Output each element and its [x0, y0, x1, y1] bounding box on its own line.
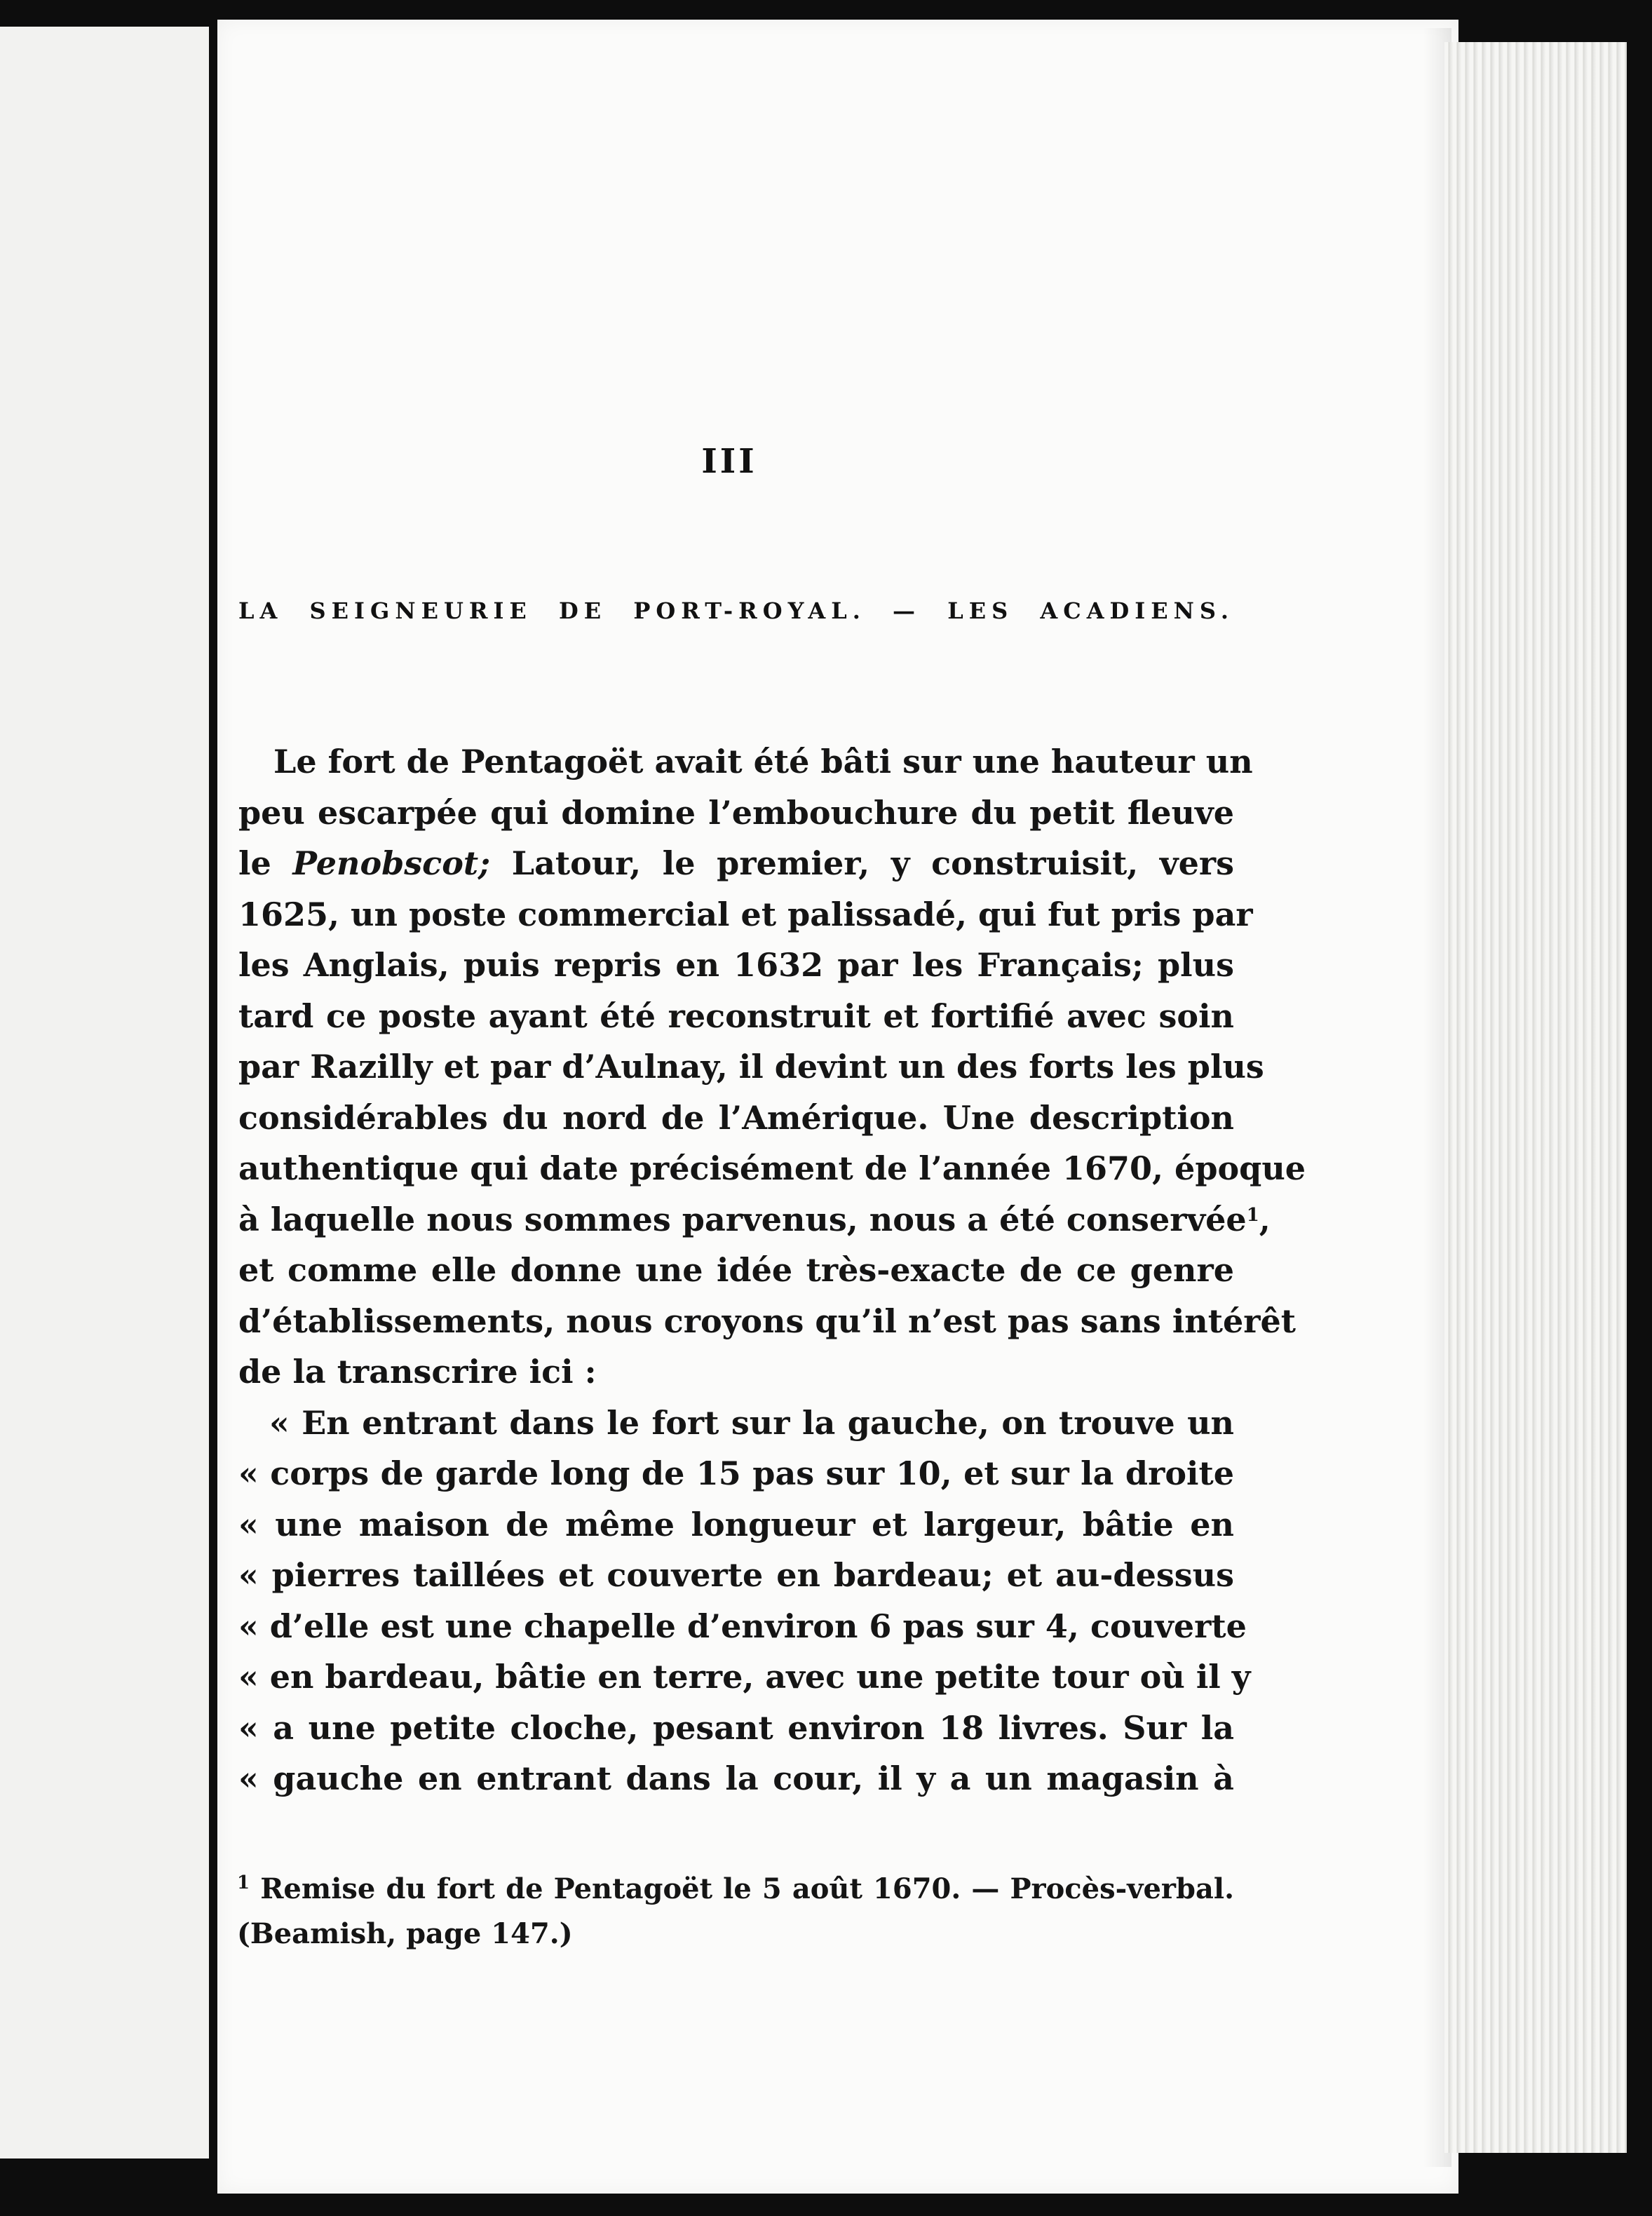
body-line: « en bardeau, bâtie en terre, avec une petite tour où il y	[238, 1658, 1251, 1696]
footnote-marker: 1	[1246, 1204, 1259, 1226]
body-line: d’établissements, nous croyons qu’il n’est pas sans intérêt	[238, 1302, 1296, 1340]
body-line: 1625, un poste commercial et palissadé, qui fut pris par	[238, 895, 1253, 933]
footnote-line: (Beamish, page 147.)	[237, 1917, 573, 1950]
body-line: considérables du nord de l’Amérique. Une description	[238, 1098, 1234, 1137]
body-line: par Razilly et par d’Aulnay, il devint un des forts les plus	[238, 1048, 1264, 1086]
body-line: et comme elle donne une idée très-exacte de ce genre	[238, 1251, 1234, 1289]
body-line: « gauche en entrant dans la cour, il y a un magasin à	[238, 1759, 1234, 1797]
chapter-title: LA SEIGNEURIE DE PORT-ROYAL. — LES ACADIENS.	[238, 597, 1234, 624]
body-line-start: le	[238, 844, 293, 882]
river-name: Penobscot;	[292, 844, 491, 882]
body-text	[238, 736, 1306, 1804]
footnote-number: 1	[237, 1872, 250, 1893]
body-line: « a une petite cloche, pesant environ 18 livres. Sur la	[238, 1708, 1234, 1747]
body-line-rest: Latour, le premier, y construisit, vers	[490, 844, 1234, 882]
footnote-text: Remise du fort de Pentagoët le 5 août 1670. — Procès-verbal.	[260, 1872, 1235, 1905]
body-line-comma: ,	[1259, 1200, 1271, 1238]
body-line	[238, 1194, 1271, 1245]
page-edges	[1444, 42, 1627, 2153]
footnote-line	[237, 1867, 1234, 1912]
body-line: authentique qui date précisément de l’année 1670, époque	[238, 1149, 1306, 1187]
body-line: Le fort de Pentagoët avait été bâti sur une hauteur un	[273, 743, 1253, 781]
body-line	[238, 838, 1234, 889]
chapter-number: III	[701, 442, 757, 481]
footnotes	[237, 1867, 1234, 1957]
body-line: « pierres taillées et couverte en bardeau; et au-dessus	[238, 1556, 1234, 1594]
left-page	[0, 27, 209, 2158]
body-line-text: à laquelle nous sommes parvenus, nous a été conservée	[238, 1200, 1247, 1238]
body-line: les Anglais, puis repris en 1632 par les Français; plus	[238, 946, 1234, 984]
body-line: tard ce poste ayant été reconstruit et fortifié avec soin	[238, 996, 1234, 1035]
body-line: « En entrant dans le fort sur la gauche, on trouve un	[269, 1403, 1234, 1442]
body-line: peu escarpée qui domine l’embouchure du petit fleuve	[238, 793, 1234, 832]
body-line: « corps de garde long de 15 pas sur 10, et sur la droite	[238, 1454, 1234, 1492]
body-line: « une maison de même longueur et largeur, bâtie en	[238, 1505, 1234, 1543]
body-line: de la transcrire ici :	[238, 1353, 597, 1391]
body-line: « d’elle est une chapelle d’environ 6 pas sur 4, couverte	[238, 1607, 1247, 1645]
